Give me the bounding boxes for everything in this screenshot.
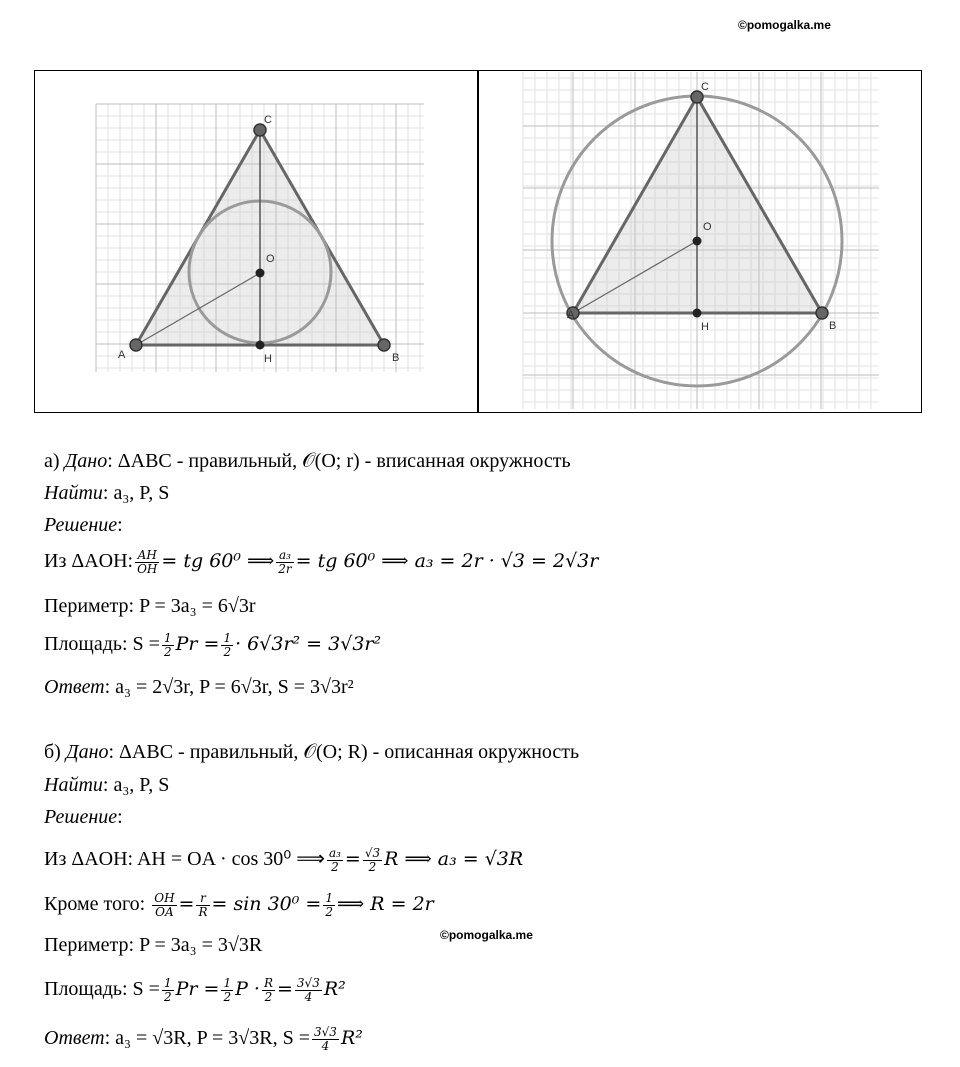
part-a-area: Площадь: S = $\frac{1}{2}$ Pr = $\frac{1}{2}$ · 6√3r² = 3√3r² [44,631,382,659]
point-h [256,341,265,350]
label-c: C [701,81,709,93]
figure-inscribed [36,72,476,411]
part-a-step1: Из ΔAOH: $\frac{AH}{OH}$ = tg 60⁰ ⟹ $\frac{\text{a₃}}{2r}$ = tg 60⁰ ⟹ a₃ = 2r · √3 = 2√3r [44,548,599,576]
part-b-solution-heading: Решение: [44,806,123,828]
part-a-find: Найти: a₃, P, S [44,482,170,504]
point-o [693,237,702,246]
label-h: H [701,321,709,333]
part-b-find: Найти: a₃, P, S [44,774,170,796]
label-o: O [703,221,712,233]
point-h [693,309,702,318]
part-b-perimeter: Периметр: P = 3a₃ = 3√3R [44,934,263,956]
label-a: A [118,349,126,361]
part-a-given: а) Дано: ΔABC - правильный, 𝒪(O; r) - вписанная окружность [44,450,571,472]
part-b-answer: Ответ: a₃ = √3R, P = 3√3R, S = $\frac{3√3}{4}$ R² [44,1025,363,1053]
label-b: B [829,320,837,332]
part-b-given: б) Дано: ΔABC - правильный, 𝒪(O; R) - описанная окружность [44,741,580,763]
part-b-area: Площадь: S = $\frac{1}{2}$ Pr = $\frac{1}{2}$ P · $\frac{R}{2}$ = $\frac{3√3}{4}$ R² [44,976,346,1004]
point-o [256,269,265,278]
point-b [816,307,828,319]
point-a [130,339,142,351]
label-b: B [392,352,400,364]
label-h: H [264,353,272,365]
part-b-step2: Кроме того: $\frac{OH}{OA}$ = $\frac{r}{R}$ = sin 30⁰ = $\frac{1}{2}$ ⟹ R = 2r [44,891,434,919]
label-o: O [266,253,275,265]
label-c: C [264,114,272,126]
part-b-step1: Из ΔAOH: AH = OA · cos 30⁰ ⟹ $\frac{\text{a₃}}{2}$ = $\frac{√3}{2}$ R ⟹ a₃ = √3R [44,846,524,874]
figure-circumscribed [479,72,920,411]
watermark-top: ©pomogalka.me [738,18,831,32]
watermark-middle: ©pomogalka.me [440,928,533,942]
part-a-answer: Ответ: a₃ = 2√3r, P = 6√3r, S = 3√3r² [44,676,354,698]
label-a: A [567,309,575,321]
part-a-perimeter: Периметр: P = 3a₃ = 6√3r [44,595,256,617]
part-a-solution-heading: Решение: [44,514,123,536]
point-b [378,339,390,351]
